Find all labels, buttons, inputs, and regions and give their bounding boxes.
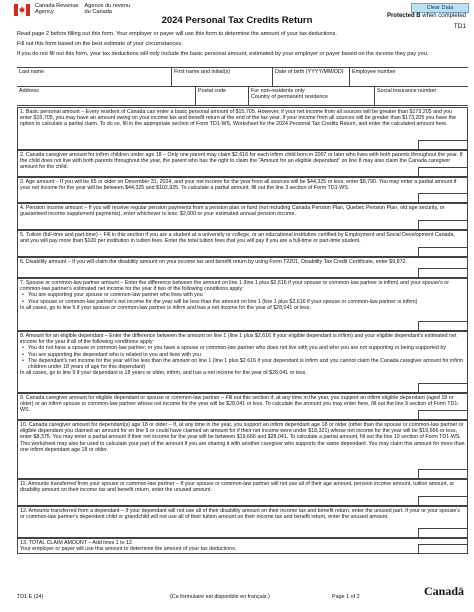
line-7-bullet-1: • You are supporting your spouse or common-law partner who lives with you [20, 292, 465, 298]
form-title: 2024 Personal Tax Credits Return [161, 15, 313, 26]
address-label: Address [19, 88, 39, 94]
line-4-pension-income [17, 203, 468, 230]
line-9-text: 9. Canada caregiver amount for eligible dependant or spouse or common-law partner – Fill out this section if, at any time in the year, you support an infirm eligible dependant (aged 18 or older) or an infirm spouse or common-law partner whose net income for the year will be $28,041 or less. To calculate the amount you may enter here, fill out the line 9 section of Form TD1-WS. [20, 395, 460, 414]
employee-number-field[interactable] [349, 68, 468, 86]
line-8-bullet-2: • You are supporting the dependant who is related to you and lives with you [20, 352, 465, 358]
line-7-bullet-2: • Your spouse or common-law partner's net income for the year will be less than the amount on line 1 (line 1 plus $2,616 if your spouse or common-law partner is infirm) [20, 299, 465, 305]
page-number: Page 1 of 2 [332, 594, 360, 600]
identification-grid [17, 67, 468, 106]
non-resident-label: For non-residents only [251, 88, 305, 94]
line-9-caregiver-spouse-dependant [17, 393, 468, 420]
line-7-spouse-amount [17, 278, 468, 331]
postal-code-label: Postal code [198, 88, 227, 94]
line-6-disability [17, 257, 468, 278]
line-4-text: 4. Pension income amount – If you will receive regular pension payments from a pension plan or fund (not including Canada Pension Plan, Quebec Pension Plan, old age security, or guaranteed income supplement payments), enter whichever is less: $2,000 or your estimated annual pension income. [20, 205, 445, 218]
line-3-amount-input[interactable] [418, 193, 467, 202]
line-6-text: 6. Disability amount – If you will claim the disability amount on your income tax and benefit return by using Form T2201, Disability Tax Credit Certificate, enter $9,872. [20, 259, 407, 265]
line-10-amount-input[interactable] [418, 469, 467, 478]
form-code: TD1 E (24) [17, 594, 44, 600]
last-name-field[interactable] [17, 68, 171, 86]
intro-line-3: If you do not fill out this form, your tax deductions will only include the basic personal amount, estimated by your employer or payer based on the income they pay you. [17, 51, 429, 57]
line-8-text: 8. Amount for an eligible dependant – Enter the difference between the amount on line 1 (line 1 plus $2,616 if your eligible dependant is infirm) and your eligible dependant's estimated net income for the year if all of the following conditions apply: [20, 333, 457, 346]
line-13-total-claim [17, 538, 468, 554]
line-1-basic-personal-amount [17, 107, 468, 150]
line-5-text: 5. Tuition (full-time and part-time) – Fill in this section if you are a student at a university or college, or an educational institution certified by Employment and Social Development Canada, and you will pay more than $100 per institution in tuition fees. Enter the total tuition fees that you will pay if you are a full-time or part-time student. [20, 232, 455, 245]
line-11-amount-input[interactable] [418, 496, 467, 505]
line-5-amount-input[interactable] [418, 247, 467, 256]
line-7-amount-input[interactable] [418, 321, 467, 330]
line-8-bullet-1: • You do not have a spouse or common-law partner, or you have a spouse or common-law partner who does not live with you and who you are not supporting or being supported by [20, 345, 465, 351]
country-of-residence-field[interactable] [248, 87, 374, 105]
line-9-amount-input[interactable] [418, 410, 467, 419]
line-13-note: Your employer or payer will use this amount to determine the amount of your tax deductions. [20, 546, 237, 553]
line-2-text: 2. Canada caregiver amount for infirm children under age 18 – Only one parent may claim $2,616 for each infirm child born in 2007 or later who lives with both parents throughout the year. If the child does not live with both parents throughout the year, the parent who has the right to claim the "Amount for an eligible dependant" on line 8 may also claim the Canada caregiver amount for the child. [20, 152, 463, 171]
address-field[interactable] [17, 87, 195, 105]
line-12-transfer-dependant [17, 506, 468, 538]
canada-wordmark: Canadä [423, 584, 464, 598]
line-7-note: In all cases, go to line 9 if your spouse or common-law partner is infirm and has a net income for the year of $28,041 or less. [20, 304, 311, 311]
line-1-text: 1. Basic personal amount – Every resident of Canada can enter a basic personal amount of $15,705. However, if your net income from all sources will be greater than $173,205 and you enter $15,705, you may have an amount owing on your income tax and benefit return at the end of the tax year. If your income from all sources will be greater than $173,205 you have the option to calculate a partial claim. To do so, fill in the appropriate section of Form TD1-WS, Worksheet for the 2024 Personal Tax Credits Return, and enter the calculated amount here. [20, 109, 457, 128]
line-13-total-input[interactable] [418, 544, 467, 553]
agency-en-line2: Agency [35, 9, 54, 16]
line-10-caregiver-dependants [17, 420, 468, 479]
french-note: (Ce formulaire est disponible en français.) [170, 594, 270, 600]
line-8-bullet-3: • The dependant's net income for the year will be less than the amount on line 1 (line 1 plus $2,616 if your dependant is infirm and you cannot claim the Canada caregiver amount for infirm children under 18 years of age for this dependant) [20, 358, 465, 370]
form-number: TD1 [453, 23, 466, 30]
dob-label: Date of birth (YYYY/MM/DD) [275, 69, 344, 75]
agency-fr-line1: Agence du revenu [84, 3, 130, 9]
line-3-age-amount [17, 177, 468, 203]
protected-suffix: when completed [422, 13, 466, 19]
sin-label: Social insurance number [377, 88, 437, 94]
agency-fr-line2: du Canada [84, 9, 112, 16]
line-6-amount-input[interactable] [418, 268, 467, 277]
line-12-text: 12. Amounts transferred from a dependant – If your dependant will not use all of their disability amount on their income tax and benefit return, enter the unused part. If your or your spouse's or common-law partner's dependent child or grandchild will not use all of their tuition amount on their income tax and benefit return, enter the unused amount. [20, 508, 461, 521]
employee-number-label: Employee number [352, 69, 396, 75]
protected-b: Protected B [386, 13, 421, 19]
agency-name [35, 3, 130, 16]
line-10-text: 10. Canada caregiver amount for dependant(s) age 18 or older – If, at any time in the year, you support an infirm dependant age 18 or older (other than the spouse or common-law partner or eligible dependant you claimed an amount for on line 9 or could have claimed an amount for if their net income were under $18,321) whose net income for the year will be $19,666 or less, enter $8,375. You may enter a partial amount if their net income for the year will be between $19,666 and $28,041. To calculate a partial amount, fill out the line 10 section of Form TD1-WS. This worksheet may also be used to calculate your part of the amount if you are sharing it with another caregiver who supports the same dependant. You may claim this amount for more than one infirm dependant age 18 or older. [20, 422, 465, 453]
line-2-caregiver-children [17, 150, 468, 177]
last-name-label: Last name [19, 69, 45, 75]
sin-field[interactable] [374, 87, 468, 105]
grid-row-2 [17, 87, 468, 106]
postal-code-field[interactable] [195, 87, 248, 105]
line-12-amount-input[interactable] [418, 528, 467, 537]
line-8-note: In all cases, go to line 9 if your dependant is 18 years or older, infirm, and has a net income for the year of $28,041 or less. [20, 370, 307, 377]
first-name-label: First name and initial(s) [174, 69, 231, 75]
line-7-text: 7. Spouse or common-law partner amount – Enter the difference between the amount on line 1 (line 1 plus $2,616 if your spouse or common-law partner is infirm) and your spouse's or common-law partner's estimated net income for the year if two of the following conditions apply: [20, 280, 450, 293]
intro-line-2: Fill out this form based on the best estimate of your circumstances. [17, 41, 183, 47]
country-label: Country of permanent residence [251, 94, 329, 100]
line-2-amount-input[interactable] [418, 167, 467, 176]
line-8-eligible-dependant [17, 331, 468, 393]
date-of-birth-field[interactable] [272, 68, 349, 86]
line-11-transfer-spouse [17, 479, 468, 506]
line-8-amount-input[interactable] [418, 383, 467, 392]
line-5-tuition [17, 230, 468, 257]
line-4-amount-input[interactable] [418, 220, 467, 229]
agency-en-line1: Canada Revenue [35, 3, 79, 9]
grid-row-1 [17, 68, 468, 87]
line-13-text: 13. TOTAL CLAIM AMOUNT – Add lines 1 to 12. [20, 540, 134, 546]
protected-label [387, 13, 466, 19]
line-11-text: 11. Amounts transferred from your spouse or common-law partner – If your spouse or common-law partner will not use all of their age amount, pension income amount, tuition amount, or disability amount on their income tax and benefit return, enter the unused amount. [20, 481, 455, 494]
first-name-field[interactable] [171, 68, 272, 86]
line-3-text: 3. Age amount – If you will be 65 or older on December 31, 2024, and your net income for the year from all sources will be $44,325 or less, enter $8,790. You may enter a partial amount if your net income for the year will be between $44,325 and $102,925. To calculate a partial amount, fill out the line 3 section of Form TD1-WS. [20, 179, 457, 192]
line-1-amount-input[interactable] [418, 140, 467, 149]
clear-data-button[interactable]: Clear Data [411, 3, 469, 13]
intro-line-1: Read page 2 before filling out this form. Your employer or payer will use this form to determine the amount of your tax deductions. [17, 31, 337, 37]
